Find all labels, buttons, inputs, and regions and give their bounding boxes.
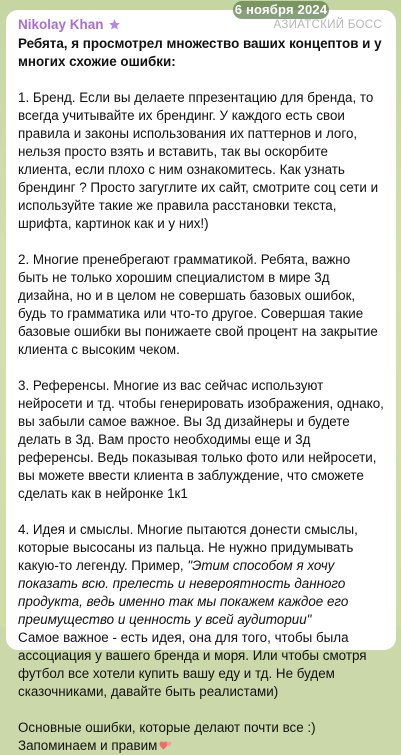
point-4-intro: 4. Идея и смыслы. Многие пытаются донести смыслы, которые высосаны из пальца. Не нужно придумывать какую-то легенду. Пример, bbox=[18, 522, 358, 573]
message-text bbox=[18, 35, 384, 755]
message-title: Ребята, я просмотрел множество ваших концептов и у многих схожие ошибки: bbox=[18, 36, 382, 69]
date-separator: 6 ноября 2024 bbox=[234, 2, 328, 17]
closing-text: Основные ошибки, которые делают почти все :) Запоминаем и правим bbox=[18, 720, 316, 753]
message-closing bbox=[18, 719, 384, 755]
role-badge: АЗИАТСКИЙ БОСС bbox=[273, 19, 382, 31]
point-4-rest: Самое важное - есть идея, она для того, чтобы была ассоциация у вашего бренда и моря. Или чтобы смотря футбол все хотели купить вашу еду и тд. Не будем сказочниками, давайте быть реалистами) bbox=[18, 630, 367, 699]
sender-name[interactable]: Nikolay Khan bbox=[18, 17, 104, 32]
message-bubble[interactable] bbox=[6, 10, 396, 753]
message-point-3: 3. Референсы. Многие из вас сейчас используют нейросети и тд. чтобы генерировать изображения, однако, вы забыли самое важное. Вы 3д дизайнеры и будете делать в 3д. Вам просто необходимы еще и 3д референсы. Ведь показывая только фото или нейросети, вы можете ввести клиента в заблуждение, что сможете сделать как в нейронке 1к1 bbox=[18, 378, 384, 501]
message-point-2: 2. Многие пренебрегают грамматикой. Ребята, важно быть не только хорошим специалистом в мире 3д дизайна, но и в целом не совершать базовых ошибок, будь то грамматика или что-то другое. Совершая такие базовые ошибки вы понижаете свой процент на закрытие клиента с высоким чеком. bbox=[18, 252, 378, 357]
message-point-4 bbox=[18, 521, 384, 701]
point-4-quote: "Этим способом я хочу показать всю. прелесть и невероятность данного продукта, ведь именно так мы покажем каждое его преимущество и ценность у всей аудитории" bbox=[18, 558, 349, 627]
message-point-1: 1. Бренд. Если вы делаете ппрезентацию для бренда, то всегда учитывайте их брендинг. У каждого есть свои правила и законы использования их паттернов и лого, нельзя просто взять и вставить, так вы оскорбите клиента, если плохо с ним ознакомитесь. Как узнать брендинг ? Просто загуглите их сайт, смотрите соц сети и используйте такие же правила расстановки текста, шрифта, картинок как и у них!) bbox=[18, 90, 379, 231]
two-hearts-icon bbox=[159, 739, 173, 752]
star-icon bbox=[108, 18, 121, 31]
message-header bbox=[18, 16, 384, 33]
